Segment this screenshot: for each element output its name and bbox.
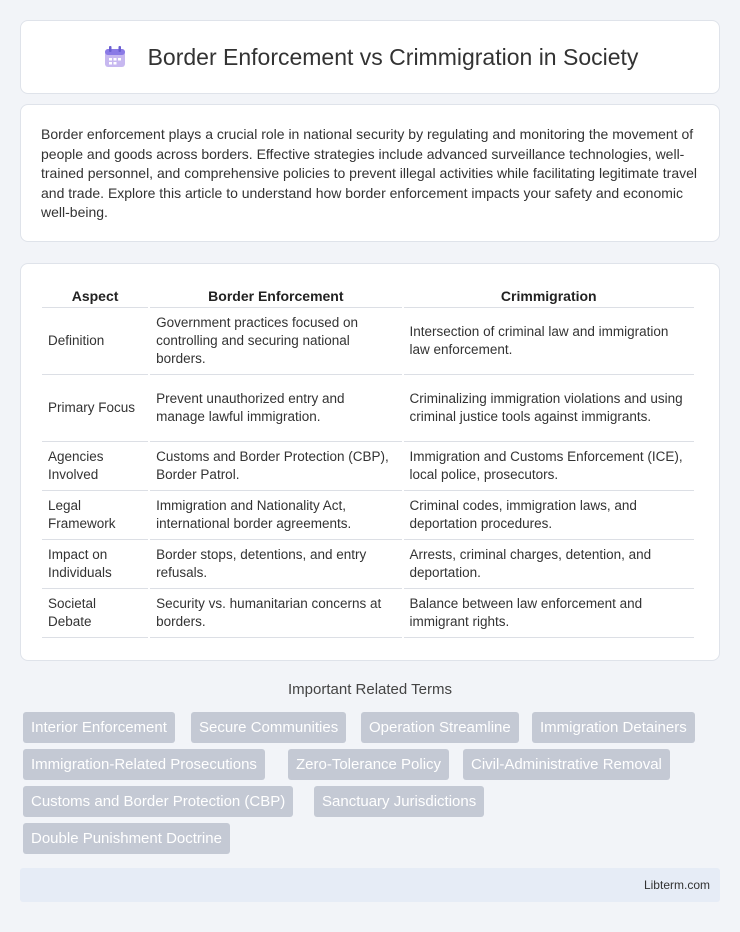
- column-header-border-enforcement: Border Enforcement: [150, 284, 401, 308]
- cell-crimmigration: Criminalizing immigration violations and using criminal justice tools against immigrants.: [404, 375, 694, 442]
- page-title: Border Enforcement vs Crimmigration in Society: [147, 43, 639, 70]
- cell-border-enforcement: Security vs. humanitarian concerns at borders.: [150, 589, 401, 638]
- related-term-tag[interactable]: Interior Enforcement: [23, 712, 175, 743]
- cell-aspect: Societal Debate: [42, 589, 148, 638]
- related-term-tag[interactable]: Zero-Tolerance Policy: [288, 749, 449, 780]
- cell-border-enforcement: Government practices focused on controlling and securing national borders.: [150, 308, 401, 375]
- related-term-tag[interactable]: Immigration-Related Prosecutions: [23, 749, 265, 780]
- comparison-table: [40, 284, 696, 638]
- cell-aspect: Definition: [42, 308, 148, 375]
- cell-border-enforcement: Immigration and Nationality Act, international border agreements.: [150, 491, 401, 540]
- table-row: [42, 375, 694, 442]
- column-header-aspect: Aspect: [42, 284, 148, 308]
- cell-crimmigration: Immigration and Customs Enforcement (ICE), local police, prosecutors.: [404, 442, 694, 491]
- cell-crimmigration: Balance between law enforcement and immigrant rights.: [404, 589, 694, 638]
- intro-paragraph: Border enforcement plays a crucial role in national security by regulating and monitoring the movement of people and goods across borders. Effective strategies include advanced surveillance technologies, well-trained personnel, and comprehensive policies to prevent illegal activities while facilitating legitimate travel and trade. Explore this article to understand how border enforcement impacts your safety and economic well-being.: [41, 126, 698, 220]
- related-term-tag[interactable]: Secure Communities: [191, 712, 346, 743]
- table-header-row: [42, 284, 694, 308]
- comparison-table-card: [20, 263, 720, 661]
- cell-aspect: Primary Focus: [42, 375, 148, 442]
- cell-border-enforcement: Border stops, detentions, and entry refusals.: [150, 540, 401, 589]
- calendar-icon: [102, 44, 128, 70]
- cell-aspect: Legal Framework: [42, 491, 148, 540]
- title-card: [20, 20, 720, 94]
- table-row: [42, 442, 694, 491]
- footer-site-link[interactable]: Libterm.com: [643, 878, 710, 892]
- table-row: [42, 589, 694, 638]
- cell-border-enforcement: Customs and Border Protection (CBP), Border Patrol.: [150, 442, 401, 491]
- related-term-tag[interactable]: Customs and Border Protection (CBP): [23, 786, 293, 817]
- related-terms-heading: Important Related Terms: [288, 681, 452, 698]
- related-term-tag[interactable]: Immigration Detainers: [532, 712, 695, 743]
- related-term-tag[interactable]: Operation Streamline: [361, 712, 519, 743]
- cell-border-enforcement: Prevent unauthorized entry and manage lawful immigration.: [150, 375, 401, 442]
- cell-crimmigration: Arrests, criminal charges, detention, and deportation.: [404, 540, 694, 589]
- related-term-tag[interactable]: Civil-Administrative Removal: [463, 749, 670, 780]
- cell-aspect: Agencies Involved: [42, 442, 148, 491]
- table-row: [42, 491, 694, 540]
- table-row: [42, 308, 694, 375]
- footer: [20, 868, 720, 902]
- intro-card: [20, 104, 720, 242]
- table-row: [42, 540, 694, 589]
- cell-aspect: Impact on Individuals: [42, 540, 148, 589]
- related-term-tag[interactable]: Double Punishment Doctrine: [23, 823, 230, 854]
- cell-crimmigration: Intersection of criminal law and immigration law enforcement.: [404, 308, 694, 375]
- column-header-crimmigration: Crimmigration: [404, 284, 694, 308]
- related-term-tag[interactable]: Sanctuary Jurisdictions: [314, 786, 484, 817]
- cell-crimmigration: Criminal codes, immigration laws, and deportation procedures.: [404, 491, 694, 540]
